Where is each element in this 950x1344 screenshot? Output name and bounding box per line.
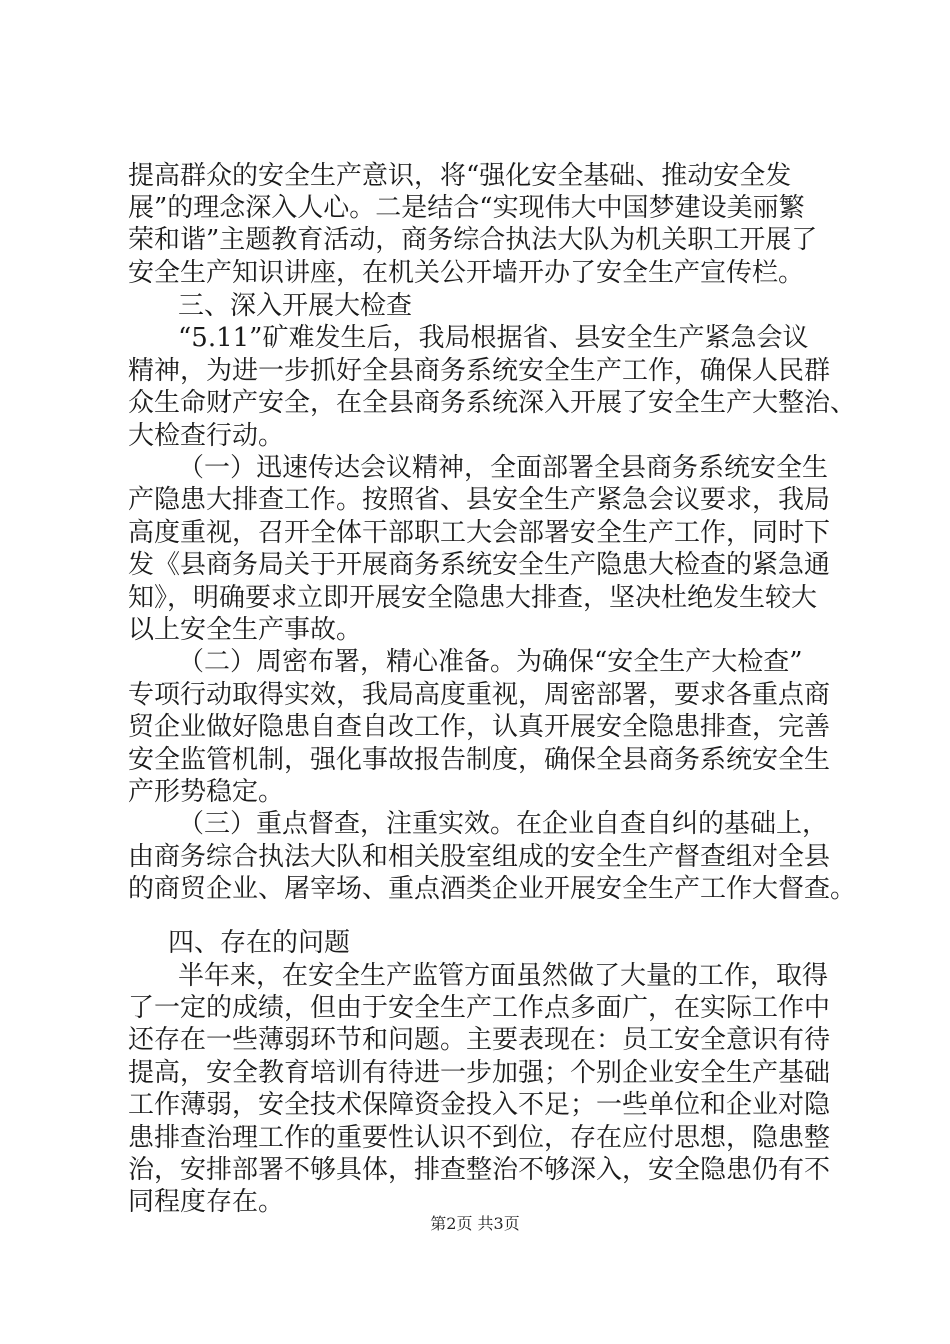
text-line: 产隐患大排查工作。按照省、县安全生产紧急会议要求，我局 (128, 485, 831, 516)
text-line: 众生命财产安全，在全县商务系统深入开展了安全生产大整治、 (128, 388, 857, 419)
text-line: 安全监管机制，强化事故报告制度，确保全县商务系统安全生 (128, 744, 831, 775)
text-line: 半年来，在安全生产监管方面虽然做了大量的工作，取得 (178, 960, 829, 991)
text-line: （二）周密布署，精心准备。为确保“安全生产大检查” (178, 647, 803, 678)
section-heading: 三、深入开展大检查 (178, 291, 413, 321)
text-line: 贸企业做好隐患自查自改工作，认真开展安全隐患排查，完善 (128, 712, 831, 743)
text-line: 的商贸企业、屠宰场、重点酒类企业开展安全生产工作大督查。 (128, 874, 857, 905)
text-line: 患排查治理工作的重要性认识不到位，存在应付思想，隐患整 (128, 1122, 831, 1153)
text-line: 产形势稳定。 (128, 777, 285, 807)
text-line: 工作薄弱，安全技术保障资金投入不足；一些单位和企业对隐 (128, 1090, 831, 1121)
text-line: 由商务综合执法大队和相关股室组成的安全生产督查组对全县 (128, 841, 831, 872)
text-line: 了一定的成绩，但由于安全生产工作点多面广，在实际工作中 (128, 993, 831, 1023)
text-line: 展”的理念深入人心。二是结合“实现伟大中国梦建设美丽繁 (128, 192, 805, 223)
text-line: 精神，为进一步抓好全县商务系统安全生产工作，确保人民群 (128, 355, 831, 386)
text-line: 以上安全生产事故。 (128, 615, 363, 645)
text-line: 高度重视，召开全体干部职工大会部署安全生产工作，同时下 (128, 517, 831, 548)
text-line: 同程度存在。 (128, 1187, 285, 1218)
text-line: “5.11”矿难发生后，我局根据省、县安全生产紧急会议 (178, 323, 809, 354)
text-line: （一）迅速传达会议精神，全面部署全县商务系统安全生 (178, 453, 829, 483)
text-line: （三）重点督查，注重实效。在企业自查自纠的基础上， (178, 809, 829, 840)
text-line: 专项行动取得实效，我局高度重视，周密部署，要求各重点商 (128, 679, 831, 710)
text-line: 知》，明确要求立即开展安全隐患大排查，坚决杜绝发生较大 (128, 582, 818, 613)
text-line: 大检查行动。 (128, 420, 285, 451)
text-line: 还存在一些薄弱环节和问题。主要表现在：员工安全意识有待 (128, 1025, 831, 1056)
section-heading: 四、存在的问题 (168, 928, 351, 959)
text-line: 安全生产知识讲座，在机关公开墙开办了安全生产宣传栏。 (128, 257, 805, 288)
text-line: 提高，安全教育培训有待进一步加强；个别企业安全生产基础 (128, 1057, 831, 1088)
page-footer: 第2页 共3页 (430, 1214, 520, 1233)
text-line: 荣和谐”主题教育活动，商务综合执法大队为机关职工开展了 (128, 225, 818, 256)
text-line: 提高群众的安全生产意识，将“强化安全基础、推动安全发 (128, 160, 792, 191)
text-line: 发《县商务局关于开展商务系统安全生产隐患大检查的紧急通 (128, 550, 831, 581)
text-line: 治，安排部署不够具体，排查整治不够深入，安全隐患仍有不 (128, 1155, 831, 1185)
